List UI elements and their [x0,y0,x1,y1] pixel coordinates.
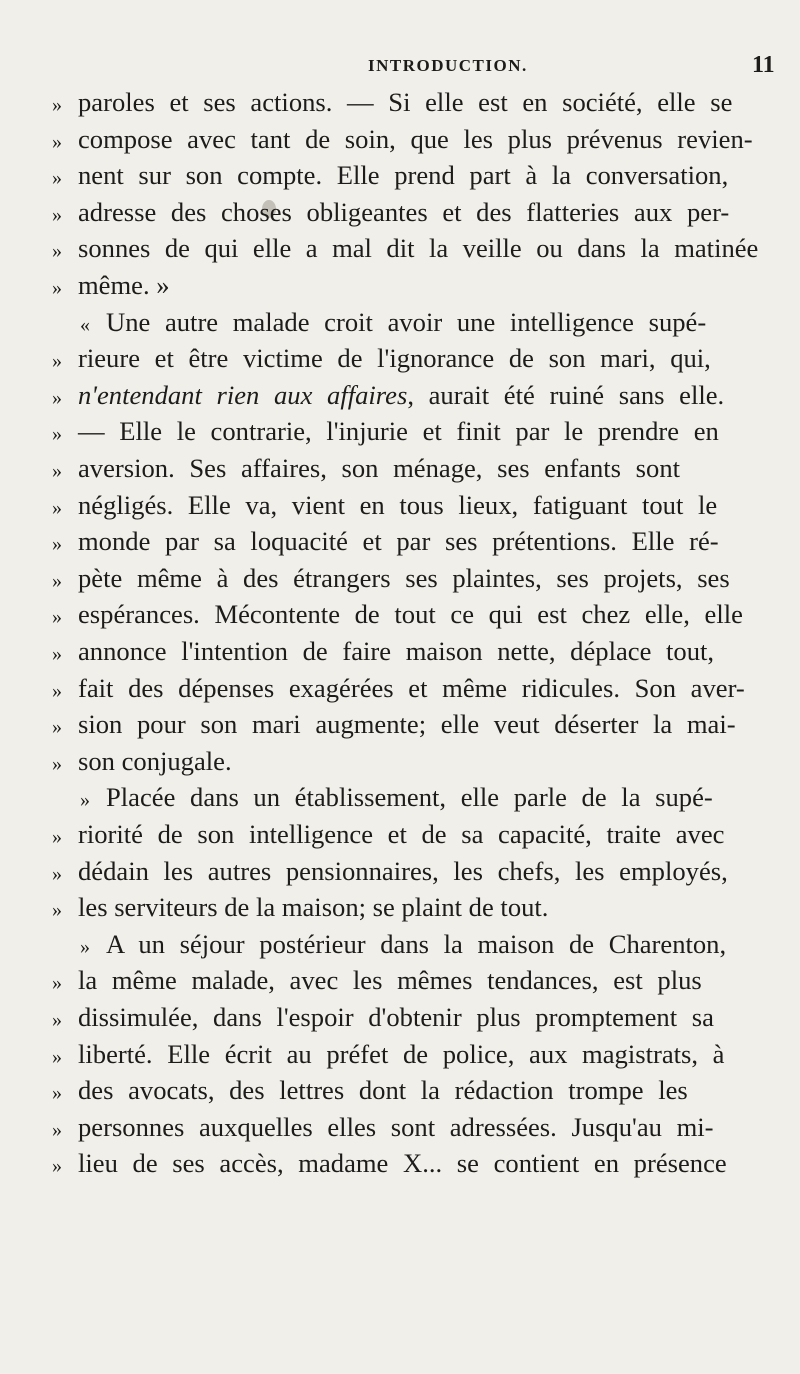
quote-mark: » [52,167,62,190]
quote-mark: » [52,203,62,226]
text-line [52,487,717,523]
line-text: adresse des choses obligeantes et des flatteries aux per- [78,196,730,227]
text-line [52,157,728,193]
line-text: négligés. Elle va, vient en tous lieux, fatiguant tout le [78,489,718,520]
text-line [52,596,743,632]
quote-mark: » [52,496,62,519]
line-text: aversion. Ses affaires, son ménage, ses enfants sont [78,453,681,483]
text-line [52,633,714,669]
text-line [52,743,232,779]
text-line [52,1109,714,1145]
quote-mark: » [80,789,90,812]
text-line [52,230,758,266]
text-line [52,962,702,998]
line-text: riorité de son intelligence et de sa capacité, traite avec [78,819,725,849]
text-line [52,706,736,742]
quote-mark: » [52,716,62,739]
line-text: les serviteurs de la maison; se plaint de tout. [78,892,549,923]
text-line [52,926,726,962]
text-line [52,670,745,706]
line-text: pète même à des étrangers ses plaintes, ses projets, ses [78,562,730,593]
quote-mark: » [52,972,62,995]
text-line [52,1036,724,1072]
quote-mark: » [52,1045,62,1068]
line-text: personnes auxquelles elles sont adressées. Jusqu'au mi- [78,1111,714,1142]
text-line [52,816,724,852]
line-text: dissimulée, dans l'espoir d'obtenir plus promptement sa [78,1002,714,1032]
line-text: — Elle le contrarie, l'injurie et finit par le prendre en [78,416,719,447]
line-text: la même malade, avec les mêmes tendances, est plus [78,965,702,996]
quote-mark: » [52,862,62,885]
line-text: paroles et ses actions. — Si elle est en société, elle se [78,87,733,117]
quote-mark: » [52,94,62,116]
line-text: lieu de ses accès, madame X... se contient en présence [78,1148,727,1179]
line-text: dédain les autres pensionnaires, les chefs, les employés, [78,855,728,886]
text-line [52,779,713,815]
line-text: sonnes de qui elle a mal dit la veille ou dans la matinée [78,233,759,264]
text-line [52,889,548,925]
quote-mark: » [52,679,62,702]
line-text: fait des dépenses exagérées et même ridicules. Son aver- [78,672,745,703]
text-line [52,377,724,413]
text-line [52,1072,688,1108]
quote-mark: » [52,1118,62,1141]
text-line [52,523,719,559]
quote-mark: » [52,752,62,775]
running-head [0,52,800,86]
line-text: son conjugale. [78,745,232,776]
text-line [52,84,732,120]
quote-mark: » [52,1009,62,1031]
text-line [52,560,730,596]
line-text: même. » [78,270,170,300]
text-line [52,999,714,1035]
italic-text: n'entendant rien aux affaires [78,379,408,410]
quote-mark: » [52,643,62,665]
text-line [52,853,728,889]
quote-mark: » [52,533,62,556]
line-text: compose avec tant de soin, que les plus prévenus revien- [78,123,753,154]
running-title: INTRODUCTION. [368,56,528,75]
text-line [52,450,680,486]
line-text: nent sur son compte. Elle prend part à la conversation, [78,160,729,191]
quote-mark: » [52,130,62,153]
line-text: liberté. Elle écrit au préfet de police, aux magistrats, à [78,1038,725,1069]
line-text: monde par sa loquacité et par ses prétentions. Elle ré- [78,526,719,557]
quote-mark: » [52,1155,62,1178]
line-text: annonce l'intention de faire maison nette, déplace tout, [78,636,715,666]
quote-mark: » [52,460,62,482]
quote-mark: » [52,423,62,446]
page-number: 11 [752,52,775,78]
quote-mark: » [52,240,62,263]
line-text: sion pour son mari augmente; elle veut déserter la mai- [78,709,736,740]
line-text: des avocats, des lettres dont la rédaction trompe les [78,1075,688,1106]
text-line [52,121,753,157]
quote-mark: » [52,826,62,848]
line-text: espérances. Mécontente de tout ce qui est chez elle, elle [78,599,743,630]
quote-mark: » [52,1082,62,1105]
text-line [52,267,170,303]
quote-mark: « [80,313,90,336]
quote-mark: » [52,386,62,409]
line-text: Une autre malade croit avoir une intelligence supé- [106,306,707,337]
line-text: A un séjour postérieur dans la maison de Charenton, [106,928,727,959]
quote-mark: » [52,569,62,592]
quote-mark: » [52,606,62,629]
quote-mark: » [52,899,62,922]
quote-mark: » [80,935,90,958]
quote-mark: » [52,350,62,373]
text-line [52,340,711,376]
text-line [52,304,706,340]
quote-mark: » [52,277,62,299]
line-text: Placée dans un établissement, elle parle de la supé- [106,782,713,813]
text-line [52,194,729,230]
line-text: rieure et être victime de l'ignorance de son mari, qui, [78,343,711,374]
line-text: , aurait été ruiné sans elle. [407,379,725,410]
text-line [52,1145,727,1181]
text-line [52,413,719,449]
